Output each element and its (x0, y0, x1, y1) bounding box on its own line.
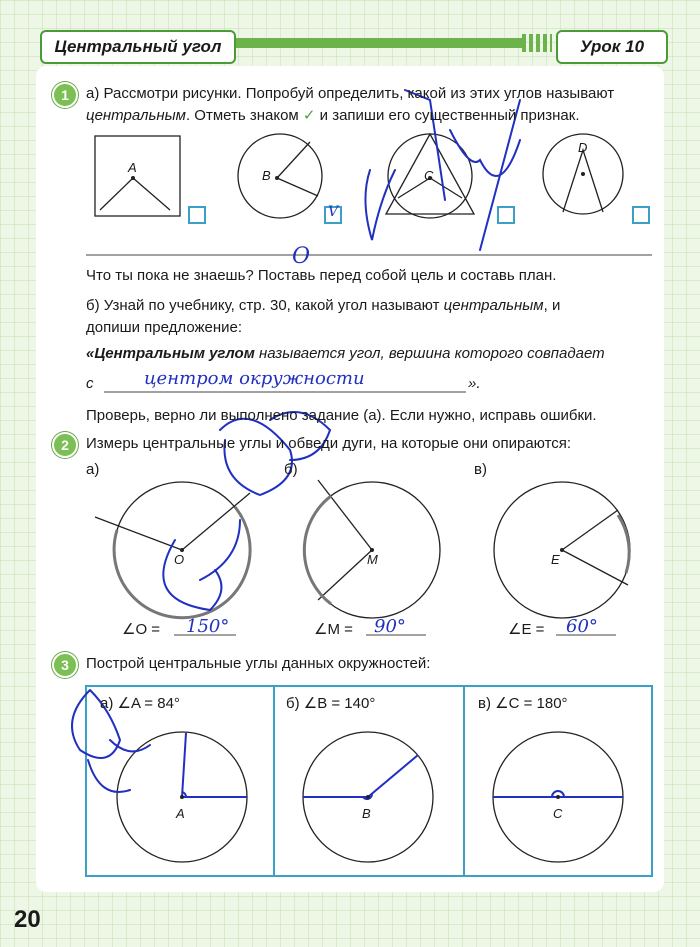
center-m-label: M (367, 552, 378, 567)
answer-e-label: ∠E = (508, 621, 545, 638)
definition-end: ». (468, 375, 481, 392)
task2-label-c: в) (474, 461, 487, 478)
handwritten-check: V (328, 204, 339, 220)
task-number-2: 2 (52, 432, 78, 458)
term-central: центральным (86, 107, 186, 124)
definition-line (86, 344, 605, 364)
task1-question: Что ты пока не знаешь? Поставь перед собой цель и составь план. (86, 267, 557, 284)
check-instruction: Проверь, верно ли выполнено задание (а). Если нужно, исправь ошибки. (86, 407, 597, 424)
checkbox-figure-c[interactable] (497, 206, 515, 224)
task1-b-line2: допиши предложение: (86, 319, 243, 336)
label-b: B (262, 168, 271, 183)
circle-b (238, 134, 322, 218)
task3-cell-c-label: в) ∠C = 180° (478, 695, 568, 712)
task3-instruction: Построй центральные углы данных окружностей: (86, 655, 431, 672)
answer-o-value[interactable]: 150° (186, 616, 230, 637)
label-a: A (128, 160, 137, 175)
task1-b-line1 (86, 296, 560, 316)
answer-m-value[interactable]: 90° (374, 616, 406, 637)
term-central-b: центральным (443, 297, 544, 314)
definition-start: с (86, 375, 94, 392)
page-number: 20 (14, 906, 41, 933)
answer-e-value[interactable]: 60° (566, 616, 598, 637)
checkbox-figure-a[interactable] (188, 206, 206, 224)
checkbox-figure-b[interactable] (324, 206, 342, 224)
definition-rest: называется угол, вершина которого совпадает (259, 345, 605, 362)
task3-center-b: B (362, 806, 371, 821)
task3-center-a: A (176, 806, 185, 821)
b-line1-text: б) Узнай по учебнику, стр. 30, какой угол называют (86, 297, 440, 314)
task3-cell-b-label: б) ∠B = 140° (286, 695, 376, 712)
task-number-1: 1 (52, 82, 78, 108)
definition-fill[interactable]: центром окружности (144, 368, 365, 389)
checkbox-figure-d[interactable] (632, 206, 650, 224)
task3-cell-a-label: а) ∠A = 84° (100, 695, 180, 712)
page-title: Центральный угол (40, 30, 236, 64)
task3-table (86, 686, 652, 876)
check-mark-icon: ✓ (302, 107, 316, 124)
label-c: C (424, 168, 434, 183)
task1-instruction-line2 (86, 106, 580, 126)
task-number-3: 3 (52, 652, 78, 678)
task1-line2-rest: . Отметь знаком (185, 107, 299, 124)
center-e-label: E (551, 552, 560, 567)
task3-center-c: C (553, 806, 563, 821)
b-line1-end: , и (543, 297, 561, 314)
definition-term: «Центральным углом (86, 345, 255, 362)
task2-label-b: б) (284, 461, 298, 478)
lesson-label: Урок 10 (556, 30, 668, 64)
center-o-label: O (174, 552, 185, 567)
task2-label-a: а) (86, 461, 100, 478)
label-d: D (578, 140, 588, 155)
answer-o-label: ∠O = (122, 621, 161, 638)
task1-instruction-line1: а) Рассмотри рисунки. Попробуй определить, какой из этих углов называют (86, 85, 615, 102)
task1-line2-end: и запиши его существенный признак. (319, 107, 580, 124)
square-figure (95, 136, 180, 216)
answer-m-label: ∠M = (314, 621, 353, 638)
task2-instruction: Измерь центральные углы и обведи дуги, на которые они опираются: (86, 435, 572, 452)
handwritten-answer: О (292, 244, 311, 269)
